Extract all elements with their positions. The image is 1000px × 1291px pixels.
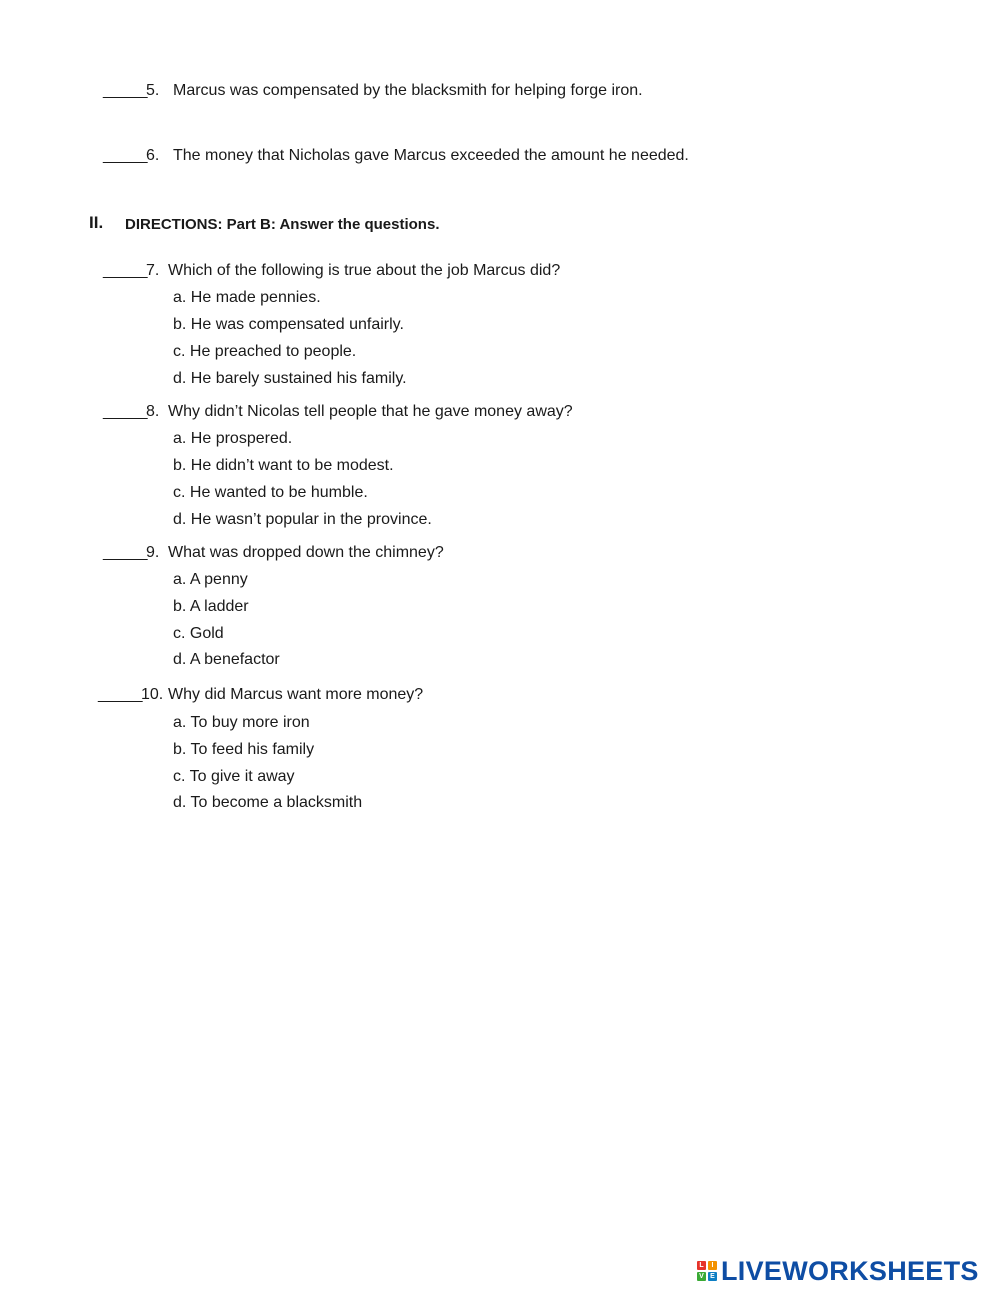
question-text: Why did Marcus want more money? <box>168 686 424 703</box>
option-d: d. To become a blacksmith <box>173 794 363 811</box>
question-number: 5. <box>146 82 160 99</box>
option-d: d. A benefactor <box>173 651 280 668</box>
option-c: c. Gold <box>173 625 224 642</box>
option-a: a. To buy more iron <box>173 714 310 731</box>
liveworksheets-logo <box>697 1256 979 1286</box>
answer-blank[interactable]: _____ <box>103 147 148 164</box>
question-number: 7. <box>146 262 160 279</box>
question-text: The money that Nicholas gave Marcus exceeded the amount he needed. <box>173 147 689 164</box>
answer-blank[interactable]: _____ <box>103 82 148 99</box>
logo-square: E <box>708 1272 717 1281</box>
question-text: What was dropped down the chimney? <box>168 544 444 561</box>
logo-text: LIVEWORKSHEETS <box>721 1255 979 1286</box>
question-text: Marcus was compensated by the blacksmith for helping forge iron. <box>173 82 643 99</box>
option-c: c. To give it away <box>173 768 295 785</box>
question-text: Which of the following is true about the job Marcus did? <box>168 262 561 279</box>
section-title: DIRECTIONS: Part B: Answer the questions. <box>125 216 440 233</box>
option-a: a. A penny <box>173 571 248 588</box>
logo-squares-icon <box>697 1261 717 1281</box>
logo-square: V <box>697 1272 706 1281</box>
question-text: Why didn’t Nicolas tell people that he gave money away? <box>168 403 573 420</box>
option-a: a. He made pennies. <box>173 289 321 306</box>
option-d: d. He wasn’t popular in the province. <box>173 511 432 528</box>
option-c: c. He wanted to be humble. <box>173 484 368 501</box>
answer-blank[interactable]: _____ <box>103 403 148 420</box>
option-b: b. He was compensated unfairly. <box>173 316 404 333</box>
question-number: 6. <box>146 147 160 164</box>
option-d: d. He barely sustained his family. <box>173 370 407 387</box>
section-numeral: II. <box>89 213 104 232</box>
question-number: 9. <box>146 544 160 561</box>
question-number: 8. <box>146 403 160 420</box>
option-c: c. He preached to people. <box>173 343 357 360</box>
answer-blank[interactable]: _____ <box>103 262 148 279</box>
option-b: b. He didn’t want to be modest. <box>173 457 394 474</box>
option-a: a. He prospered. <box>173 430 293 447</box>
option-b: b. A ladder <box>173 598 249 615</box>
logo-square: L <box>697 1261 706 1270</box>
answer-blank[interactable]: _____ <box>98 686 143 703</box>
option-b: b. To feed his family <box>173 741 315 758</box>
question-number: 10. <box>141 686 164 703</box>
answer-blank[interactable]: _____ <box>103 544 148 561</box>
logo-square: I <box>708 1261 717 1270</box>
